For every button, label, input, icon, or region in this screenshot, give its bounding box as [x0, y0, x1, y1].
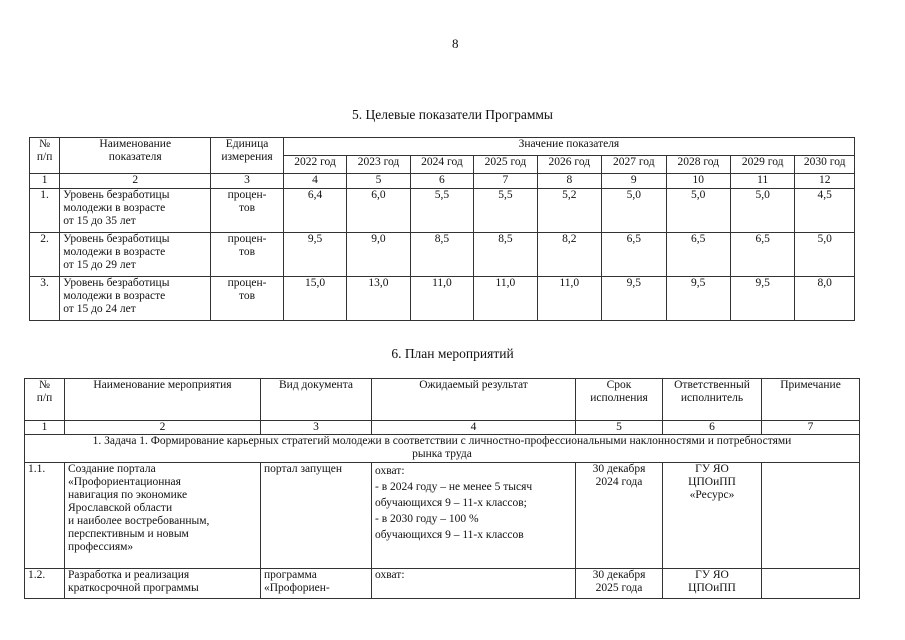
column-number: 3 — [261, 421, 372, 435]
row-number: 3. — [30, 277, 60, 321]
year-header: 2022 год — [283, 156, 346, 174]
table-row — [30, 233, 855, 277]
indicator-value: 6,4 — [283, 189, 346, 233]
year-header: 2029 год — [730, 156, 794, 174]
column-number: 2 — [60, 174, 211, 189]
section-6-title: 6. План мероприятий — [391, 346, 514, 361]
responsible: ГУ ЯО ЦПОиПП «Ресурс» — [663, 463, 762, 569]
column-number: 5 — [347, 174, 410, 189]
column-number: 4 — [283, 174, 346, 189]
indicator-value: 4,5 — [795, 189, 855, 233]
note — [762, 569, 860, 599]
indicator-name: Уровень безработицы молодежи в возрасте от 15 до 24 лет — [60, 277, 211, 321]
table-row — [30, 277, 855, 321]
document-type: портал запущен — [261, 463, 372, 569]
year-header: 2023 год — [347, 156, 410, 174]
column-number: 9 — [602, 174, 666, 189]
column-number: 5 — [576, 421, 663, 435]
header-responsible: Ответственный исполнитель — [663, 379, 762, 421]
column-number: 7 — [474, 174, 537, 189]
indicator-value: 5,0 — [666, 189, 730, 233]
column-number: 12 — [795, 174, 855, 189]
indicator-name: Уровень безработицы молодежи в возрасте от 15 до 29 лет — [60, 233, 211, 277]
year-header: 2030 год — [795, 156, 855, 174]
activity-name: Создание портала «Профориентационная навигация по экономике Ярославской области и наиболее востребованным, перспективным и новым профессиям» — [65, 463, 261, 569]
indicator-value: 13,0 — [347, 277, 410, 321]
section-5-title: 5. Целевые показатели Программы — [352, 107, 553, 122]
column-number: 3 — [211, 174, 284, 189]
column-number: 11 — [730, 174, 794, 189]
table-row — [30, 189, 855, 233]
header-row — [25, 379, 860, 421]
indicator-value: 6,5 — [602, 233, 666, 277]
indicator-value: 9,5 — [602, 277, 666, 321]
indicator-value: 5,5 — [410, 189, 473, 233]
header-values-group: Значение показателя — [283, 138, 854, 156]
year-header: 2025 год — [474, 156, 537, 174]
column-number: 1 — [30, 174, 60, 189]
indicator-value: 5,0 — [730, 189, 794, 233]
year-header: 2026 год — [537, 156, 601, 174]
header-num: № п/п — [30, 138, 60, 174]
document-type: программа «Профориен- — [261, 569, 372, 599]
header-indicator-name: Наименование показателя — [60, 138, 211, 174]
column-numbering-row — [25, 421, 860, 435]
target-indicators-table — [29, 137, 855, 321]
indicator-unit: процен- тов — [211, 189, 284, 233]
activity-name: Разработка и реализация краткосрочной программы — [65, 569, 261, 599]
row-number: 2. — [30, 233, 60, 277]
responsible: ГУ ЯО ЦПОиПП — [663, 569, 762, 599]
task-heading: 1. Задача 1. Формирование карьерных стратегий молодежи в соответствии с личностно-профессиональными наклонностями и потребностями рынка труда — [25, 435, 860, 463]
indicator-value: 5,0 — [602, 189, 666, 233]
column-number: 6 — [663, 421, 762, 435]
column-number: 6 — [410, 174, 473, 189]
column-numbering-row — [30, 174, 855, 189]
row-number: 1. — [30, 189, 60, 233]
indicator-value: 8,2 — [537, 233, 601, 277]
column-number: 1 — [25, 421, 65, 435]
table-row — [25, 463, 860, 569]
indicator-value: 11,0 — [410, 277, 473, 321]
column-number: 7 — [762, 421, 860, 435]
column-number: 10 — [666, 174, 730, 189]
indicator-value: 6,5 — [666, 233, 730, 277]
indicator-value: 5,0 — [795, 233, 855, 277]
deadline: 30 декабря 2024 года — [576, 463, 663, 569]
indicator-value: 15,0 — [283, 277, 346, 321]
header-document-type: Вид документа — [261, 379, 372, 421]
expected-result: охват: - в 2024 году – не менее 5 тысяч обучающихся 9 – 11-х классов; - в 2030 году – 100 % обучающихся 9 – 11-х классов — [372, 463, 576, 569]
column-number: 2 — [65, 421, 261, 435]
indicator-value: 5,2 — [537, 189, 601, 233]
deadline: 30 декабря 2025 года — [576, 569, 663, 599]
year-header: 2027 год — [602, 156, 666, 174]
indicator-name: Уровень безработицы молодежи в возрасте от 15 до 35 лет — [60, 189, 211, 233]
row-number: 1.2. — [25, 569, 65, 599]
indicator-unit: процен- тов — [211, 233, 284, 277]
header-unit: Единица измерения — [211, 138, 284, 174]
table-row — [25, 569, 860, 599]
indicator-value: 11,0 — [537, 277, 601, 321]
task-row — [25, 435, 860, 463]
indicator-value: 6,5 — [730, 233, 794, 277]
indicator-value: 9,0 — [347, 233, 410, 277]
year-header: 2024 год — [410, 156, 473, 174]
page-number: 8 — [452, 36, 459, 51]
header-deadline: Срок исполнения — [576, 379, 663, 421]
indicator-value: 5,5 — [474, 189, 537, 233]
indicator-unit: процен- тов — [211, 277, 284, 321]
indicator-value: 6,0 — [347, 189, 410, 233]
expected-result: охват: — [372, 569, 576, 599]
header-num: № п/п — [25, 379, 65, 421]
indicator-value: 8,5 — [410, 233, 473, 277]
indicator-value: 9,5 — [666, 277, 730, 321]
header-activity-name: Наименование мероприятия — [65, 379, 261, 421]
action-plan-table — [24, 378, 860, 599]
indicator-value: 8,0 — [795, 277, 855, 321]
column-number: 8 — [537, 174, 601, 189]
header-note: Примечание — [762, 379, 860, 421]
column-number: 4 — [372, 421, 576, 435]
header-expected-result: Ожидаемый результат — [372, 379, 576, 421]
indicator-value: 8,5 — [474, 233, 537, 277]
row-number: 1.1. — [25, 463, 65, 569]
indicator-value: 11,0 — [474, 277, 537, 321]
year-header: 2028 год — [666, 156, 730, 174]
indicator-value: 9,5 — [283, 233, 346, 277]
note — [762, 463, 860, 569]
indicator-value: 9,5 — [730, 277, 794, 321]
